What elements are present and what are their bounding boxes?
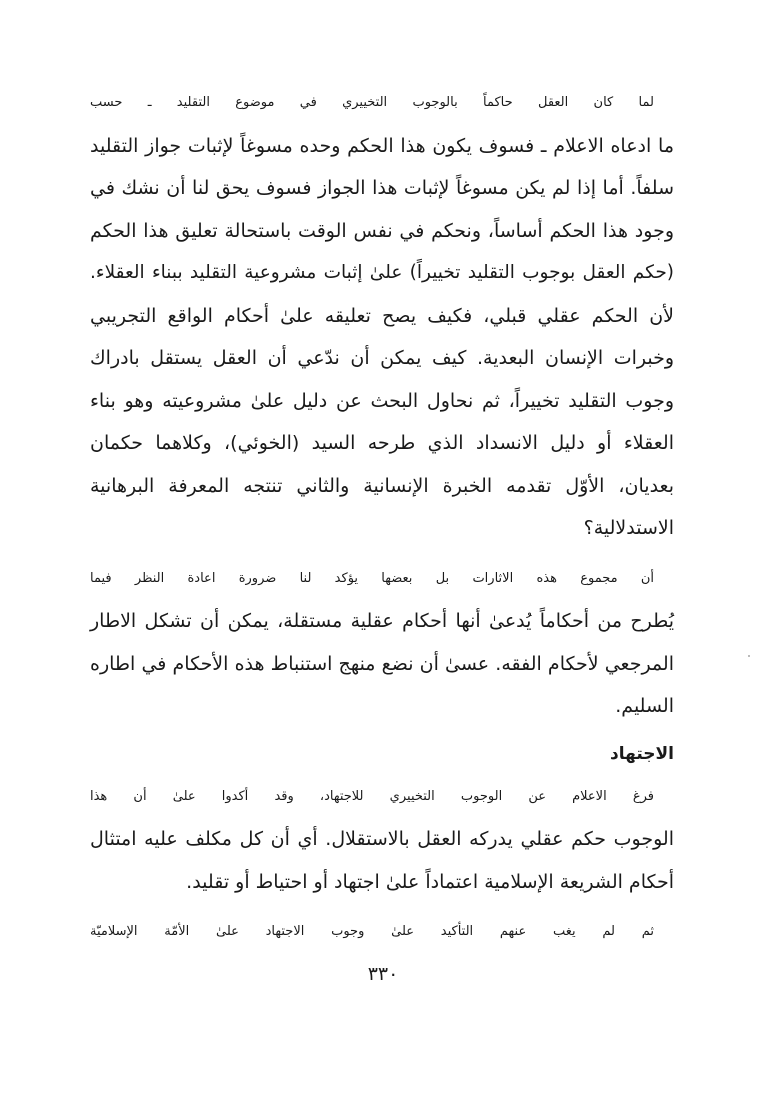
text-line: ما ادعاه الاعلام ـ فسوف يكون هذا الحكم وحده مسوغاً لإثبات جواز التقليد (90, 134, 674, 157)
text-line: المرجعي لأحكام الفقه. عسىٰ أن نضع منهج استنباط هذه الأحكام في اطاره (90, 652, 674, 675)
text-line: العقلاء أو دليل الانسداد الذي طرحه السيد (الخوئي)، وكلاهما حكمان (90, 432, 674, 454)
text-line: الاستدلالية؟ (583, 517, 674, 539)
page-number: ٣٣٠ (367, 963, 399, 985)
text-line: سلفاً. أما إذا لم يكن مسوغاً لإثبات هذا الجواز فسوف يحق لنا أن نشك في (90, 177, 674, 199)
text-line: فرغ الاعلام عن الوجوب التخييري للاجتهاد، وقد أكدوا علىٰ أن هذا (90, 788, 654, 804)
text-line: ثم لم يغب عنهم التأكيد علىٰ وجوب الاجتهاد علىٰ الأمّة الإسلاميّة (90, 924, 654, 939)
text-line: لما كان العقل حاكماً بالوجوب التخييري في موضوع التقليد ـ حسب (90, 95, 654, 110)
text-line: أن مجموع هذه الاثارات بل بعضها يؤكد لنا ضرورة اعادة النظر فيما (90, 570, 654, 586)
paragraph-4 (90, 911, 674, 954)
text-line: (حكم العقل بوجوب التقليد تخييراً) علىٰ إثبات مشروعية التقليد ببناء العقلاء. (90, 262, 674, 283)
text-line: وجوب التقليد تخييراً، ثم نحاول البحث عن دليل علىٰ مشروعيته وهو بناء (90, 389, 674, 412)
section-heading: الاجتهاد (609, 743, 674, 764)
text-line: لأن الحكم عقلي قبلي، فكيف يصح تعليقه علىٰ أحكام الواقع التجريبي (90, 304, 674, 327)
text-line: الوجوب حكم عقلي يدركه العقل بالاستقلال. أي أن كل مكلف عليه امتثال (90, 828, 674, 850)
paragraph-3 (90, 776, 674, 904)
text-line: بعديان، الأوّل تقدمه الخبرة الإنسانية والثاني تنتجه المعرفة البرهانية (90, 474, 674, 497)
paragraph-1 (90, 82, 674, 550)
text-line: السليم. (615, 695, 674, 717)
text-line: وخبرات الإنسان البعدية. كيف يمكن أن ندّعي أن العقل يستقل بادراك (90, 347, 674, 369)
margin-mark (748, 655, 750, 657)
text-line: يُطرح من أحكاماً يُدعىٰ أنها أحكام عقلية مستقلة، يمكن أن تشكل الاطار (90, 610, 674, 632)
text-line: أحكام الشريعة الإسلامية اعتماداً علىٰ اجتهاد أو احتياط أو تقليد. (186, 870, 674, 893)
body-text (90, 82, 674, 954)
paragraph-2 (90, 558, 674, 728)
text-line: وجود هذا الحكم أساساً، ونحكم في نفس الوقت باستحالة تعليق هذا الحكم (90, 219, 674, 242)
